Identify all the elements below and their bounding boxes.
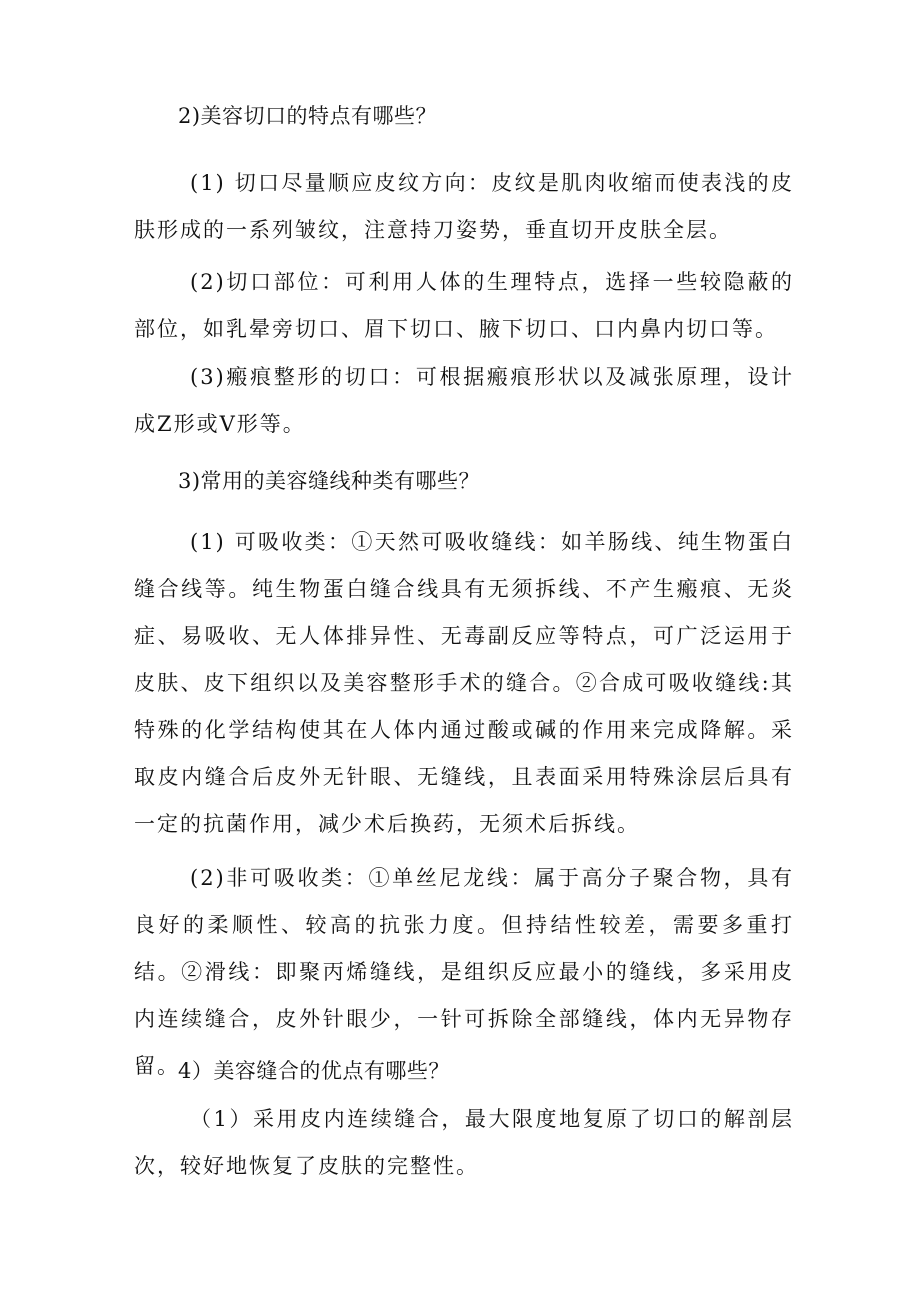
question-2-item-1: (1) 切口尽量顺应皮纹方向：皮纹是肌肉收缩而使表浅的皮肤形成的一系列皱纹，注意持刀姿势，垂直切开皮肤全层。 <box>134 171 794 242</box>
question-3-item-1: (1) 可吸收类：①天然可吸收缝线：如羊肠线、纯生物蛋白缝合线等。纯生物蛋白缝合线具有无须拆线、不产生瘢痕、无炎症、易吸收、无人体排异性、无毒副反应等特点，可广泛运用于皮肤、皮下组织以及美容整形手术的缝合。②合成可吸收缝线:其特殊的化学结构使其在人体内通过酸或碱的作用来完成降解。采取皮内缝合后皮外无针眼、无缝线，且表面采用特殊涂层后具有一定的抗菌作用，减少术后换药，无须术后拆线。 <box>134 530 794 836</box>
question-2-item-2: (2)切口部位：可利用人体的生理特点，选择一些较隐蔽的部位，如乳晕旁切口、眉下切口、腋下切口、口内鼻内切口等。 <box>134 270 794 341</box>
question-2-item-3: (3)瘢痕整形的切口：可根据瘢痕形状以及减张原理，设计成Z形或V形等。 <box>134 365 794 436</box>
question-3-heading: 3)常用的美容缝线种类有哪些？ <box>178 469 481 493</box>
question-3-item-2: (2)非可吸收类：①单丝尼龙线：属于高分子聚合物，具有良好的柔顺性、较高的抗张力度。但持结性较差，需要多重打结。②滑线：即聚丙烯缝线，是组织反应最小的缝线，多采用皮内连续缝合，皮外针眼少，一针可拆除全部缝线，体内无异物存留。 <box>134 866 794 1078</box>
question-2-heading: 2)美容切口的特点有哪些？ <box>178 104 438 128</box>
question-4-heading: 4）美容缝合的优点有哪些？ <box>178 1059 450 1083</box>
question-4-item-1: （1）采用皮内连续缝合，最大限度地复原了切口的解剖层次，较好地恢复了皮肤的完整性。 <box>134 1107 794 1178</box>
